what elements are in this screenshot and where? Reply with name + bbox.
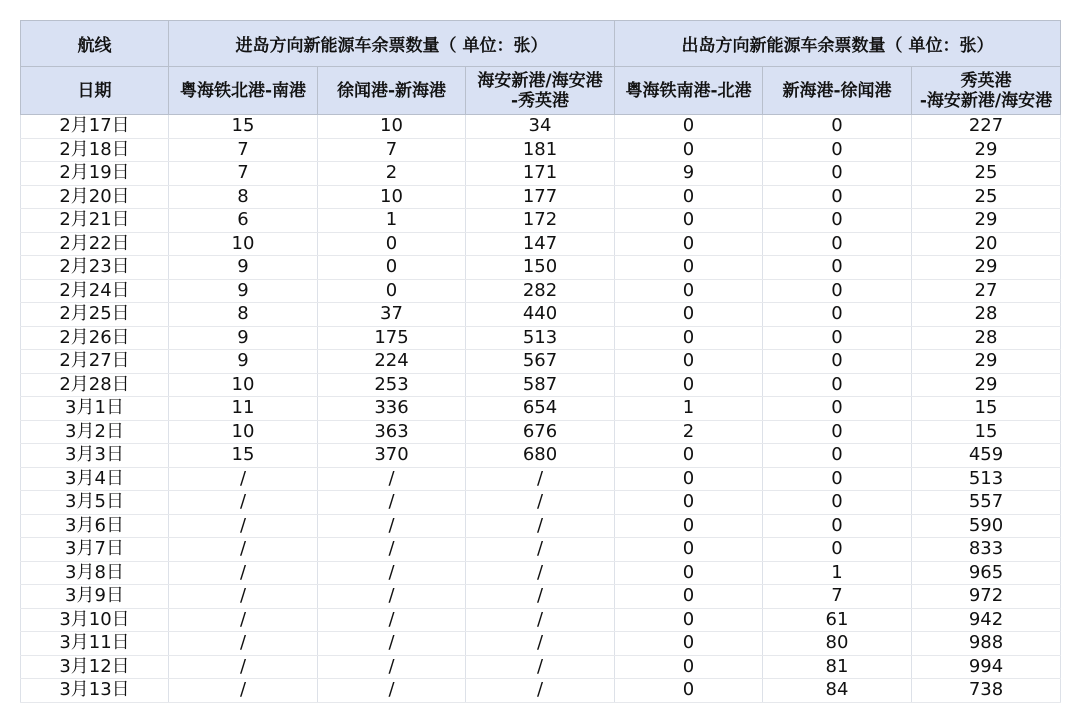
outbound-xiuying-cell: 513	[912, 467, 1061, 491]
inbound-haian-cell: /	[466, 467, 615, 491]
table-row	[21, 373, 1061, 397]
inbound-yuehai-cell: /	[169, 632, 318, 656]
table-row	[21, 209, 1061, 233]
table-row	[21, 138, 1061, 162]
inbound-yuehai-cell: 10	[169, 232, 318, 256]
table-row	[21, 538, 1061, 562]
outbound-yuehai-cell: 9	[615, 162, 763, 186]
outbound-yuehai-cell: 0	[615, 444, 763, 468]
inbound-haian-cell: 34	[466, 115, 615, 139]
inbound-haian-cell: 654	[466, 397, 615, 421]
outbound-xiuying-cell: 738	[912, 679, 1061, 703]
outbound-yuehai-cell: 0	[615, 256, 763, 280]
inbound-haian-cell: 282	[466, 279, 615, 303]
outbound-yuehai-cell: 2	[615, 420, 763, 444]
inbound-yuehai-cell: 9	[169, 256, 318, 280]
outbound-xiuying-cell: 942	[912, 608, 1061, 632]
route-label: 航线	[21, 21, 169, 67]
outbound-xiuying-cell: 29	[912, 373, 1061, 397]
table-row	[21, 467, 1061, 491]
inbound-xuwen-cell: 10	[318, 185, 466, 209]
table-row	[21, 232, 1061, 256]
inbound-xuwen-cell: /	[318, 608, 466, 632]
outbound-xinhai-cell: 7	[763, 585, 912, 609]
outbound-xiuying-cell: 994	[912, 655, 1061, 679]
inbound-xuwen-cell: /	[318, 514, 466, 538]
inbound-xuwen-cell: /	[318, 655, 466, 679]
inbound-xuwen-cell: 175	[318, 326, 466, 350]
table-row	[21, 115, 1061, 139]
inbound-yuehai-cell: /	[169, 514, 318, 538]
date-cell: 3月2日	[21, 420, 169, 444]
table-row	[21, 279, 1061, 303]
outbound-xinhai-cell: 0	[763, 115, 912, 139]
inbound-xuwen-cell: /	[318, 585, 466, 609]
outbound-yuehai-cell: 0	[615, 491, 763, 515]
inbound-haian-cell: 181	[466, 138, 615, 162]
inbound-haian-cell: 147	[466, 232, 615, 256]
table-row	[21, 420, 1061, 444]
ticket-table-container	[20, 20, 1060, 703]
inbound-xuwen-cell: 253	[318, 373, 466, 397]
table-row	[21, 162, 1061, 186]
outbound-yuehai-cell: 0	[615, 632, 763, 656]
table-row	[21, 444, 1061, 468]
outbound-yuehai-cell: 0	[615, 585, 763, 609]
inbound-yuehai-cell: /	[169, 679, 318, 703]
inbound-yuehai-cell: 8	[169, 185, 318, 209]
inbound-haian-cell: /	[466, 491, 615, 515]
inbound-haian-cell: /	[466, 632, 615, 656]
inbound-yuehai-cell: /	[169, 608, 318, 632]
outbound-yuehai-cell: 0	[615, 138, 763, 162]
col-header-line: 粤海铁北港-南港	[179, 80, 307, 101]
table-row	[21, 561, 1061, 585]
inbound-xuwen-cell: /	[318, 632, 466, 656]
outbound-xinhai-cell: 0	[763, 303, 912, 327]
outbound-yuehai-cell: 0	[615, 279, 763, 303]
inbound-haian-cell: /	[466, 561, 615, 585]
outbound-xiuying-cell: 227	[912, 115, 1061, 139]
outbound-xiuying-cell: 27	[912, 279, 1061, 303]
inbound-xuwen-cell: 224	[318, 350, 466, 374]
outbound-xinhai-cell: 0	[763, 538, 912, 562]
outbound-xinhai-cell: 0	[763, 350, 912, 374]
table-row	[21, 632, 1061, 656]
outbound-yuehai-cell: 0	[615, 115, 763, 139]
inbound-yuehai-cell: 15	[169, 444, 318, 468]
outbound-xiuying-cell: 29	[912, 209, 1061, 233]
inbound-haian-cell: /	[466, 655, 615, 679]
date-cell: 2月18日	[21, 138, 169, 162]
outbound-xinhai-cell: 81	[763, 655, 912, 679]
col-header-yuehai-beigang-nangang	[169, 67, 318, 115]
date-cell: 3月1日	[21, 397, 169, 421]
date-cell: 2月24日	[21, 279, 169, 303]
outbound-yuehai-cell: 0	[615, 679, 763, 703]
outbound-yuehai-cell: 0	[615, 561, 763, 585]
inbound-yuehai-cell: 7	[169, 162, 318, 186]
col-header-yuehai-nangang-beigang	[615, 67, 763, 115]
date-cell: 3月9日	[21, 585, 169, 609]
outbound-yuehai-cell: 0	[615, 326, 763, 350]
table-row	[21, 514, 1061, 538]
inbound-haian-cell: /	[466, 538, 615, 562]
inbound-xuwen-cell: 2	[318, 162, 466, 186]
outbound-xiuying-cell: 965	[912, 561, 1061, 585]
table-header	[21, 21, 1061, 115]
date-cell: 2月17日	[21, 115, 169, 139]
outbound-yuehai-cell: 1	[615, 397, 763, 421]
inbound-xuwen-cell: 336	[318, 397, 466, 421]
date-cell: 3月6日	[21, 514, 169, 538]
date-cell: 3月13日	[21, 679, 169, 703]
date-cell: 3月4日	[21, 467, 169, 491]
date-cell: 2月23日	[21, 256, 169, 280]
inbound-haian-cell: 177	[466, 185, 615, 209]
inbound-yuehai-cell: /	[169, 585, 318, 609]
col-header-line: 粤海铁南港-北港	[625, 80, 752, 101]
outbound-xiuying-cell: 29	[912, 138, 1061, 162]
inbound-xuwen-cell: /	[318, 679, 466, 703]
table-row	[21, 303, 1061, 327]
inbound-haian-cell: 440	[466, 303, 615, 327]
inbound-xuwen-cell: 0	[318, 256, 466, 280]
inbound-xuwen-cell: 370	[318, 444, 466, 468]
outbound-xinhai-cell: 0	[763, 444, 912, 468]
outbound-xinhai-cell: 0	[763, 467, 912, 491]
date-cell: 2月27日	[21, 350, 169, 374]
outbound-xiuying-cell: 972	[912, 585, 1061, 609]
outbound-yuehai-cell: 0	[615, 538, 763, 562]
inbound-yuehai-cell: /	[169, 655, 318, 679]
table-row	[21, 608, 1061, 632]
outbound-xinhai-cell: 61	[763, 608, 912, 632]
date-cell: 2月21日	[21, 209, 169, 233]
inbound-xuwen-cell: 0	[318, 279, 466, 303]
date-cell: 3月3日	[21, 444, 169, 468]
col-header-xuwen-xinhai	[318, 67, 466, 115]
col-header-line: 秀英港	[960, 70, 1012, 91]
date-cell: 2月25日	[21, 303, 169, 327]
inbound-yuehai-cell: 15	[169, 115, 318, 139]
outbound-xiuying-cell: 28	[912, 326, 1061, 350]
outbound-yuehai-cell: 0	[615, 514, 763, 538]
outbound-yuehai-cell: 0	[615, 655, 763, 679]
inbound-haian-cell: 587	[466, 373, 615, 397]
outbound-xinhai-cell: 84	[763, 679, 912, 703]
inbound-yuehai-cell: /	[169, 538, 318, 562]
table-row	[21, 679, 1061, 703]
inbound-xuwen-cell: /	[318, 561, 466, 585]
inbound-yuehai-cell: 8	[169, 303, 318, 327]
outbound-xiuying-cell: 25	[912, 162, 1061, 186]
outbound-xiuying-cell: 29	[912, 350, 1061, 374]
inbound-haian-cell: 676	[466, 420, 615, 444]
outbound-xinhai-cell: 0	[763, 232, 912, 256]
inbound-haian-cell: 567	[466, 350, 615, 374]
table-row	[21, 256, 1061, 280]
outbound-xiuying-cell: 28	[912, 303, 1061, 327]
inbound-haian-cell: 513	[466, 326, 615, 350]
inbound-haian-cell: /	[466, 679, 615, 703]
outbound-xiuying-cell: 988	[912, 632, 1061, 656]
date-cell: 2月19日	[21, 162, 169, 186]
inbound-yuehai-cell: /	[169, 467, 318, 491]
inbound-haian-cell: /	[466, 608, 615, 632]
outbound-xiuying-cell: 29	[912, 256, 1061, 280]
inbound-xuwen-cell: /	[318, 538, 466, 562]
inbound-group-header: 进岛方向新能源车余票数量（ 单位：张）	[169, 21, 615, 67]
outbound-yuehai-cell: 0	[615, 209, 763, 233]
table-row	[21, 397, 1061, 421]
table-body	[21, 115, 1061, 703]
date-cell: 2月26日	[21, 326, 169, 350]
col-header-line: -秀英港	[510, 90, 570, 111]
col-header-line: 海安新港/海安港	[477, 70, 603, 91]
outbound-xiuying-cell: 557	[912, 491, 1061, 515]
header-row-columns	[21, 67, 1061, 115]
header-row-groups	[21, 21, 1061, 67]
outbound-yuehai-cell: 0	[615, 608, 763, 632]
inbound-yuehai-cell: 11	[169, 397, 318, 421]
col-header-line: 新海港-徐闻港	[782, 80, 892, 101]
inbound-haian-cell: 680	[466, 444, 615, 468]
table-row	[21, 585, 1061, 609]
outbound-xinhai-cell: 0	[763, 256, 912, 280]
inbound-haian-cell: 172	[466, 209, 615, 233]
inbound-haian-cell: 150	[466, 256, 615, 280]
date-cell: 3月12日	[21, 655, 169, 679]
inbound-haian-cell: /	[466, 514, 615, 538]
outbound-xinhai-cell: 0	[763, 209, 912, 233]
inbound-yuehai-cell: 9	[169, 350, 318, 374]
inbound-xuwen-cell: 10	[318, 115, 466, 139]
outbound-xinhai-cell: 0	[763, 514, 912, 538]
inbound-haian-cell: /	[466, 585, 615, 609]
inbound-yuehai-cell: /	[169, 491, 318, 515]
date-cell: 2月28日	[21, 373, 169, 397]
outbound-xiuying-cell: 833	[912, 538, 1061, 562]
col-header-line: -海安新港/海安港	[919, 90, 1053, 111]
inbound-yuehai-cell: 9	[169, 279, 318, 303]
outbound-xinhai-cell: 0	[763, 326, 912, 350]
outbound-xinhai-cell: 0	[763, 373, 912, 397]
outbound-xiuying-cell: 15	[912, 420, 1061, 444]
inbound-yuehai-cell: 6	[169, 209, 318, 233]
outbound-yuehai-cell: 0	[615, 232, 763, 256]
col-header-xinhai-xuwen	[763, 67, 912, 115]
outbound-xiuying-cell: 15	[912, 397, 1061, 421]
inbound-xuwen-cell: /	[318, 467, 466, 491]
col-header-line: 徐闻港-新海港	[336, 80, 447, 101]
outbound-xiuying-cell: 590	[912, 514, 1061, 538]
outbound-xinhai-cell: 0	[763, 279, 912, 303]
outbound-yuehai-cell: 0	[615, 303, 763, 327]
ticket-table	[20, 20, 1061, 703]
outbound-xinhai-cell: 0	[763, 491, 912, 515]
outbound-yuehai-cell: 0	[615, 350, 763, 374]
inbound-haian-cell: 171	[466, 162, 615, 186]
outbound-group-header: 出岛方向新能源车余票数量（ 单位：张）	[615, 21, 1061, 67]
outbound-xinhai-cell: 0	[763, 138, 912, 162]
outbound-xinhai-cell: 0	[763, 162, 912, 186]
outbound-xinhai-cell: 1	[763, 561, 912, 585]
outbound-yuehai-cell: 0	[615, 467, 763, 491]
outbound-xinhai-cell: 0	[763, 185, 912, 209]
inbound-yuehai-cell: /	[169, 561, 318, 585]
outbound-xiuying-cell: 20	[912, 232, 1061, 256]
table-row	[21, 350, 1061, 374]
date-cell: 3月11日	[21, 632, 169, 656]
inbound-xuwen-cell: 363	[318, 420, 466, 444]
table-row	[21, 491, 1061, 515]
outbound-xiuying-cell: 459	[912, 444, 1061, 468]
outbound-xinhai-cell: 80	[763, 632, 912, 656]
col-header-xiuying-haian	[912, 67, 1061, 115]
outbound-xinhai-cell: 0	[763, 397, 912, 421]
outbound-yuehai-cell: 0	[615, 185, 763, 209]
inbound-xuwen-cell: 0	[318, 232, 466, 256]
outbound-yuehai-cell: 0	[615, 373, 763, 397]
date-cell: 2月22日	[21, 232, 169, 256]
date-cell: 3月7日	[21, 538, 169, 562]
col-header-haian-xiuying	[466, 67, 615, 115]
inbound-yuehai-cell: 9	[169, 326, 318, 350]
date-label: 日期	[21, 67, 169, 115]
inbound-xuwen-cell: 7	[318, 138, 466, 162]
inbound-xuwen-cell: 1	[318, 209, 466, 233]
date-cell: 2月20日	[21, 185, 169, 209]
table-row	[21, 326, 1061, 350]
inbound-yuehai-cell: 7	[169, 138, 318, 162]
outbound-xinhai-cell: 0	[763, 420, 912, 444]
date-cell: 3月10日	[21, 608, 169, 632]
inbound-xuwen-cell: 37	[318, 303, 466, 327]
date-cell: 3月5日	[21, 491, 169, 515]
date-cell: 3月8日	[21, 561, 169, 585]
table-row	[21, 655, 1061, 679]
outbound-xiuying-cell: 25	[912, 185, 1061, 209]
inbound-xuwen-cell: /	[318, 491, 466, 515]
inbound-yuehai-cell: 10	[169, 420, 318, 444]
table-row	[21, 185, 1061, 209]
inbound-yuehai-cell: 10	[169, 373, 318, 397]
